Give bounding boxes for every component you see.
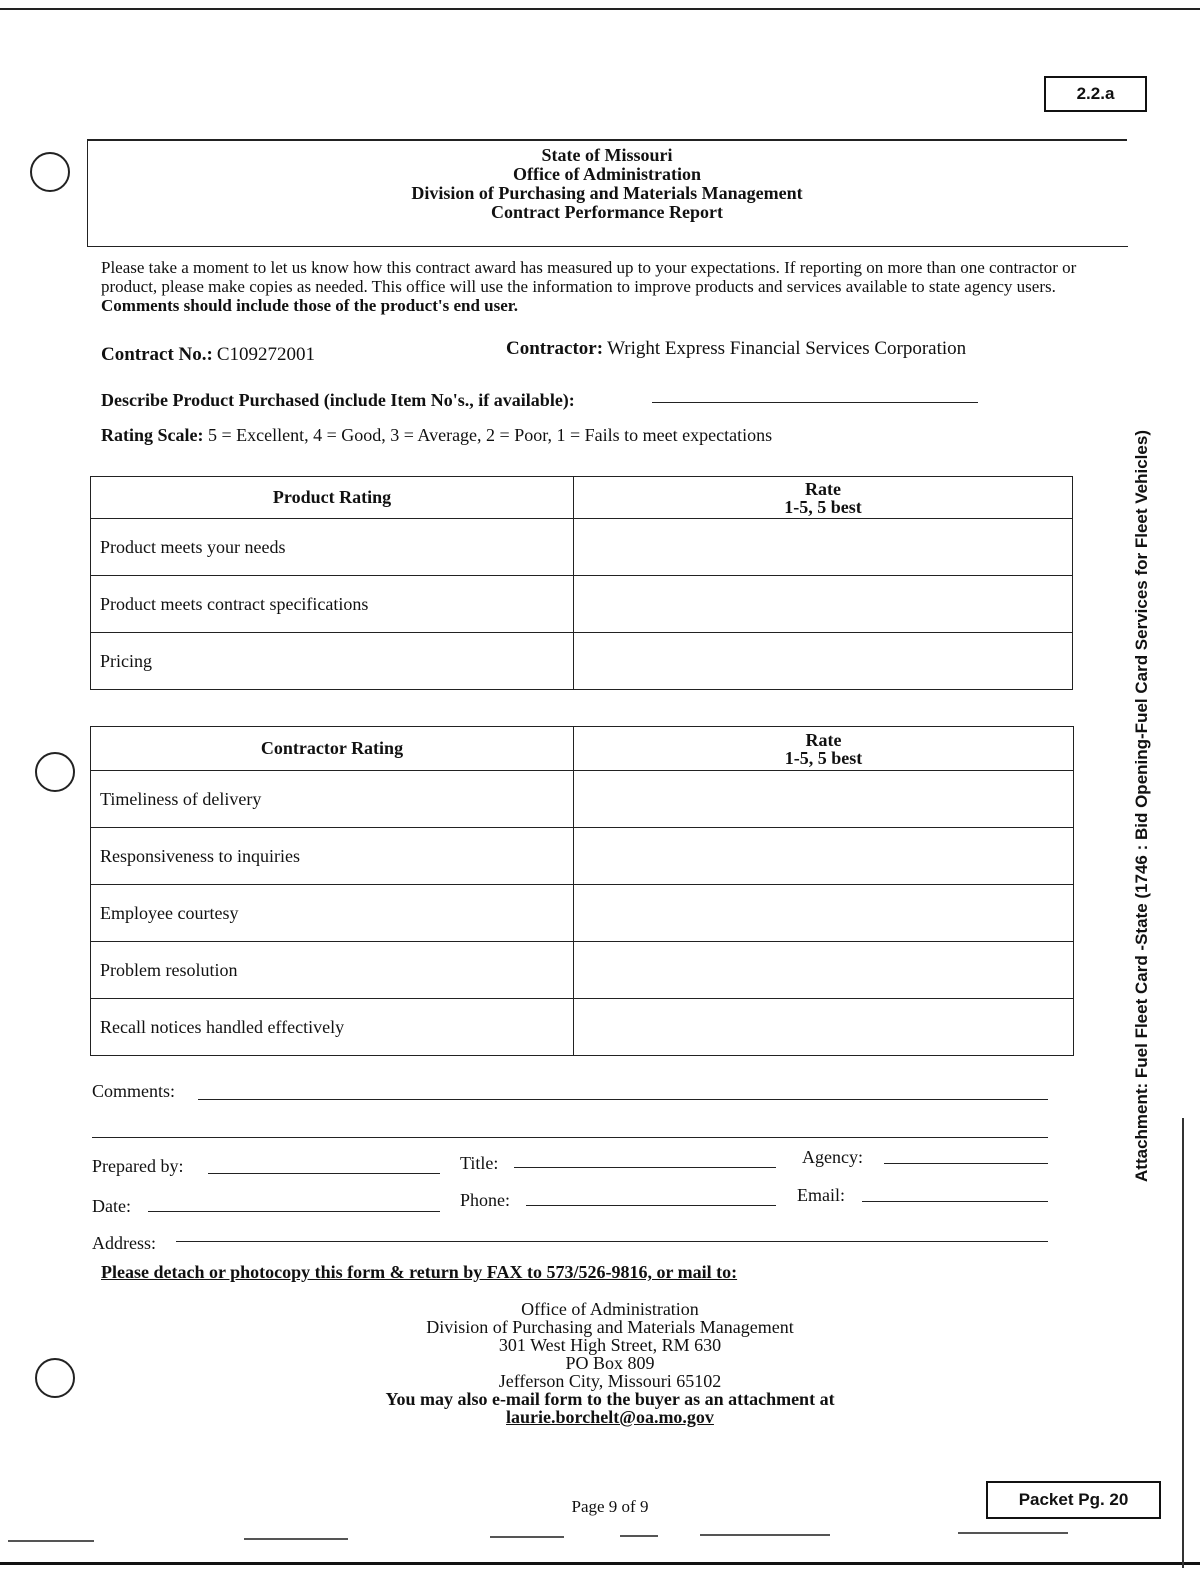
scan-dash (958, 1532, 1068, 1534)
table-row (91, 633, 1073, 690)
buyer-email-link[interactable]: laurie.borchelt@oa.mo.gov (506, 1407, 714, 1427)
describe-product-label: Describe Product Purchased (include Item No's., if available): (101, 390, 575, 410)
table-header-row (91, 727, 1074, 771)
row-label: Product meets contract specifications (91, 576, 574, 633)
prepared-by-label: Prepared by: (92, 1156, 184, 1176)
intro-paragraph (101, 258, 1111, 315)
punch-hole-icon (30, 152, 70, 192)
contract-number-label: Contract No.: (101, 344, 213, 365)
scan-dash (620, 1535, 658, 1537)
rate-cell[interactable] (574, 576, 1073, 633)
scan-dash (490, 1536, 564, 1538)
mail-line-4: PO Box 809 (565, 1353, 655, 1373)
table-row (91, 885, 1074, 942)
table-row (91, 828, 1074, 885)
contract-number (101, 344, 315, 366)
row-label: Responsiveness to inquiries (91, 828, 574, 885)
header-line-2: Office of Administration (513, 164, 701, 184)
right-margin-rule (1182, 1118, 1184, 1568)
report-header (87, 146, 1127, 222)
rate-cell[interactable] (574, 519, 1073, 576)
intro-bold-text: Comments should include those of the product's end user. (101, 296, 519, 315)
email-field[interactable] (862, 1200, 1048, 1202)
scan-dash (700, 1534, 830, 1536)
date-field[interactable] (148, 1210, 440, 1212)
table-header-row (91, 477, 1073, 519)
describe-product-field[interactable] (652, 386, 978, 403)
mail-line-5: Jefferson City, Missouri 65102 (498, 1371, 722, 1391)
rate-cell[interactable] (574, 942, 1074, 999)
intro-text: Please take a moment to let us know how this contract award has measured up to your expectations. If reporting on more than one contractor or product, please make copies as needed. This office will use the information to improve products and services available to state agency users. (101, 258, 1077, 296)
contract-number-value: C109272001 (216, 344, 316, 365)
contractor (506, 338, 966, 360)
rate-cell[interactable] (574, 885, 1074, 942)
top-rule (0, 8, 1200, 10)
mailing-address (300, 1300, 920, 1426)
rate-cell[interactable] (574, 771, 1074, 828)
page-number: Page 9 of 9 (571, 1497, 649, 1516)
packet-page-box: Packet Pg. 20 (986, 1481, 1161, 1519)
product-rating-table (90, 476, 1073, 690)
section-tag: 2.2.a (1044, 76, 1147, 112)
row-label: Pricing (91, 633, 574, 690)
contractor-rating-table (90, 726, 1074, 1056)
side-attachment-label: Attachment: Fuel Fleet Card -State (1746 : Bid Opening-Fuel Card Services for Fleet Vehicles) (1132, 430, 1151, 1182)
header-line-1: State of Missouri (541, 145, 673, 165)
rate-cell[interactable] (574, 999, 1074, 1056)
mail-line-6: You may also e-mail form to the buyer as an attachment at (385, 1389, 835, 1409)
product-rating-header: Product Rating (91, 477, 574, 519)
agency-label: Agency: (802, 1147, 863, 1167)
rate-header: Rate 1-5, 5 best (574, 727, 1074, 771)
detach-instructions: Please detach or photocopy this form & return by FAX to 573/526-9816, or mail to: (101, 1262, 738, 1282)
comments-field[interactable] (198, 1098, 1048, 1100)
mail-line-3: 301 West High Street, RM 630 (498, 1335, 722, 1355)
header-line-3: Division of Purchasing and Materials Management (411, 183, 803, 203)
email-label: Email: (797, 1185, 845, 1205)
address-field[interactable] (176, 1240, 1048, 1242)
scan-dash (8, 1540, 94, 1542)
contractor-label: Contractor: (506, 338, 604, 359)
rate-cell[interactable] (574, 633, 1073, 690)
rate-header: Rate 1-5, 5 best (574, 477, 1073, 519)
agency-field[interactable] (884, 1162, 1048, 1164)
date-label: Date: (92, 1196, 131, 1216)
row-label: Recall notices handled effectively (91, 999, 574, 1056)
contractor-value: Wright Express Financial Services Corporation (607, 338, 967, 359)
punch-hole-icon (35, 1358, 75, 1398)
rating-scale-text: 5 = Excellent, 4 = Good, 3 = Average, 2 = Poor, 1 = Fails to meet expectations (208, 425, 773, 445)
punch-hole-icon (35, 752, 75, 792)
phone-field[interactable] (526, 1204, 776, 1206)
bottom-rule (0, 1562, 1200, 1565)
rating-scale-label: Rating Scale: (101, 425, 204, 445)
comments-label: Comments: (92, 1081, 176, 1101)
rating-scale (101, 425, 772, 446)
phone-label: Phone: (460, 1190, 511, 1210)
row-label: Product meets your needs (91, 519, 574, 576)
table-row (91, 771, 1074, 828)
table-row (91, 999, 1074, 1056)
prepared-by-field[interactable] (208, 1172, 440, 1174)
comments-field-line-2[interactable] (92, 1136, 1048, 1138)
table-row (91, 576, 1073, 633)
rate-cell[interactable] (574, 828, 1074, 885)
row-label: Problem resolution (91, 942, 574, 999)
contractor-rating-header: Contractor Rating (91, 727, 574, 771)
title-label: Title: (460, 1153, 499, 1173)
table-row (91, 519, 1073, 576)
address-label: Address: (92, 1233, 156, 1253)
header-line-4: Contract Performance Report (491, 202, 723, 222)
row-label: Timeliness of delivery (91, 771, 574, 828)
row-label: Employee courtesy (91, 885, 574, 942)
table-row (91, 942, 1074, 999)
mail-line-2: Division of Purchasing and Materials Management (426, 1317, 794, 1337)
scan-dash (244, 1538, 348, 1540)
title-field[interactable] (514, 1166, 776, 1168)
mail-line-1: Office of Administration (521, 1299, 699, 1319)
